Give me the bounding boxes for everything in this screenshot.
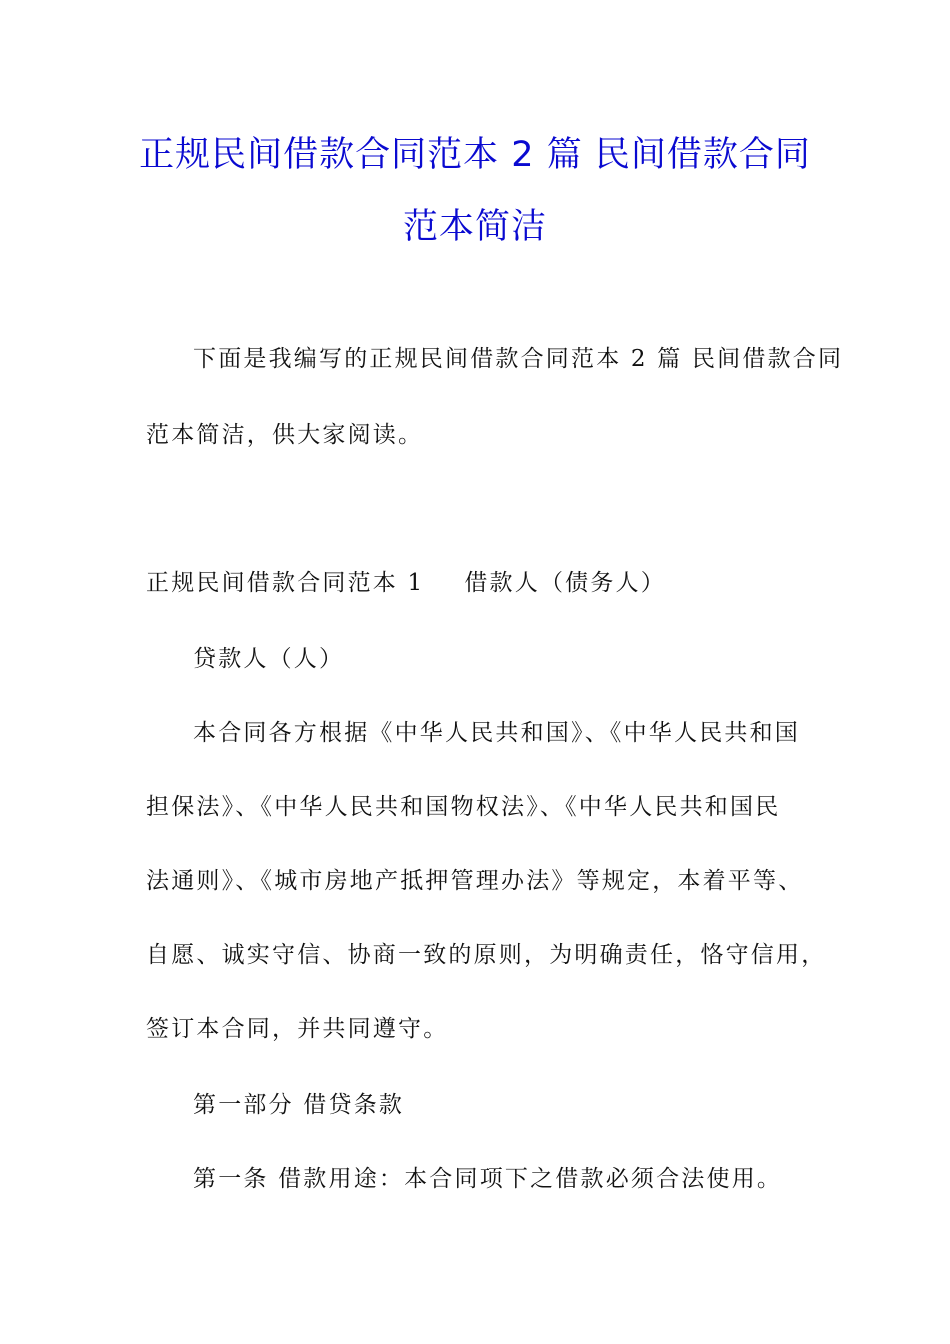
document-title-line-2: 范本简洁 [402,207,547,247]
part-heading: 第一部分 借贷条款 [193,1092,405,1118]
body-line-4: 自愿、诚实守信、协商一致的原则，为明确责任，恪守信用， [146,942,827,968]
document-title-line-1: 正规民间借款合同范本 2 篇 民间借款合同 [139,135,811,175]
intro-paragraph-line-2: 范本简洁，供大家阅读。 [146,422,424,448]
section-heading-row [146,568,666,598]
borrower-label: 借款人（债务人） [464,570,666,596]
intro-paragraph-line-1: 下面是我编写的正规民间借款合同范本 2 篇 民间借款合同 [193,346,844,372]
body-line-1: 本合同各方根据《中华人民共和国》、《中华人民共和国 [193,720,800,746]
section-heading: 正规民间借款合同范本 1 [146,570,425,596]
body-line-2: 担保法》、《中华人民共和国物权法》、《中华人民共和国民 [146,794,781,820]
article-1: 第一条 借款用途：本合同项下之借款必须合法使用。 [193,1166,783,1192]
lender-label: 贷款人（人） [193,646,345,672]
body-line-5: 签订本合同，并共同遵守。 [146,1016,449,1042]
body-line-3: 法通则》、《城市房地产抵押管理办法》等规定，本着平等、 [146,868,804,894]
